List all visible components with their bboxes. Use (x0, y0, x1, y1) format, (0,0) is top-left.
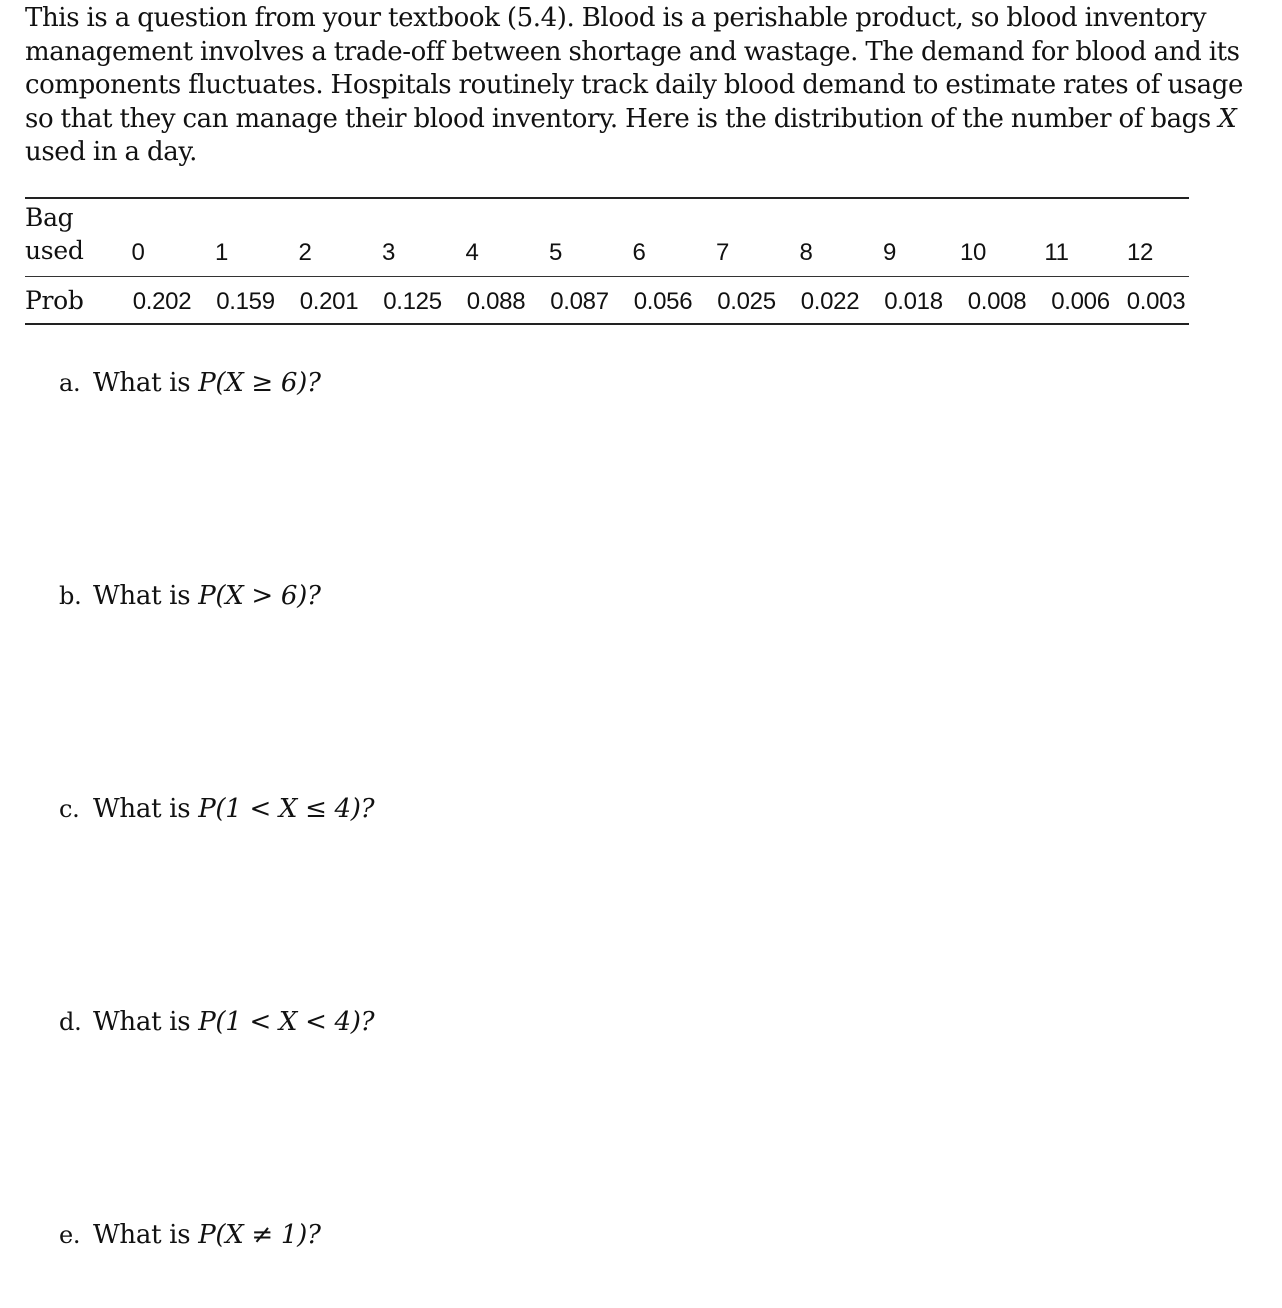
question-label: e. (59, 1221, 81, 1249)
bag-cell: 6 (632, 239, 646, 266)
question-text: What is (93, 1220, 199, 1250)
intro-line-4 (25, 103, 1237, 137)
question-label: b. (59, 582, 82, 610)
table-mid-rule (25, 276, 1189, 277)
bag-cell: 11 (1044, 239, 1069, 266)
question-d (59, 1006, 374, 1038)
bag-cell: 2 (298, 239, 312, 266)
prob-cell: 0.125 (383, 288, 442, 315)
prob-cell: 0.018 (884, 288, 943, 315)
prob-cell: 0.087 (550, 288, 609, 315)
bag-cell: 7 (715, 239, 730, 266)
question-label: a. (59, 369, 81, 397)
intro-line-1: This is a question from your textbook (5.4). Blood is a perishable product, so blood inventory (25, 3, 1207, 33)
bag-cell: 12 (1126, 239, 1154, 266)
question-expression: P(X ≠ 1)? (198, 1220, 321, 1250)
question-expression: P(1 < X ≤ 4)? (198, 794, 375, 824)
bag-cell: 1 (214, 239, 229, 266)
bag-cell: 3 (381, 239, 396, 266)
prob-cell: 0.025 (717, 288, 776, 315)
question-expression: P(1 < X < 4)? (198, 1007, 375, 1037)
prob-cell: 0.008 (967, 288, 1027, 315)
intro-line-3: components fluctuates. Hospitals routinely track daily blood demand to estimate rates of usage (25, 70, 1243, 101)
bag-cell: 8 (799, 239, 813, 266)
prob-cell: 0.003 (1126, 288, 1186, 315)
prob-cell: 0.159 (216, 288, 275, 315)
question-expression: P(X > 6)? (198, 581, 321, 611)
prob-cell: 0.088 (466, 288, 526, 315)
question-expression: P(X ≥ 6)? (198, 368, 321, 398)
question-label: c. (59, 795, 80, 823)
question-e (59, 1219, 321, 1251)
question-a (59, 367, 321, 399)
prob-cell: 0.006 (1051, 288, 1110, 315)
question-text: What is (93, 1007, 199, 1037)
question-b (59, 580, 321, 612)
bag-used-label-line1: Bag (25, 203, 74, 232)
question-text: What is (93, 368, 199, 398)
prob-label: Prob (25, 286, 84, 315)
intro-paragraph (25, 2, 1243, 170)
intro-variable: X (1218, 103, 1237, 134)
table-top-rule (25, 197, 1189, 199)
prob-cell: 0.022 (800, 288, 860, 315)
bag-cell: 10 (959, 239, 987, 266)
prob-cell: 0.202 (132, 288, 192, 315)
question-c (59, 793, 374, 825)
bag-cell: 0 (131, 239, 145, 266)
bag-cell: 4 (465, 239, 479, 266)
prob-cell: 0.201 (299, 288, 359, 315)
prob-cell: 0.056 (633, 288, 693, 315)
intro-line-5: used in a day. (25, 137, 198, 168)
question-text: What is (93, 581, 199, 611)
table-bottom-rule (25, 323, 1189, 325)
intro-line-2: management involves a trade-off between shortage and wastage. The demand for blood and its (25, 36, 1240, 67)
bag-cell: 5 (548, 239, 563, 266)
intro-line-4-text: so that they can manage their blood inventory. Here is the distribution of the number of bags (25, 103, 1219, 134)
question-text: What is (93, 794, 199, 824)
bag-used-label-line2: used (25, 236, 84, 265)
question-label: d. (59, 1008, 82, 1036)
bag-cell: 9 (882, 239, 897, 266)
